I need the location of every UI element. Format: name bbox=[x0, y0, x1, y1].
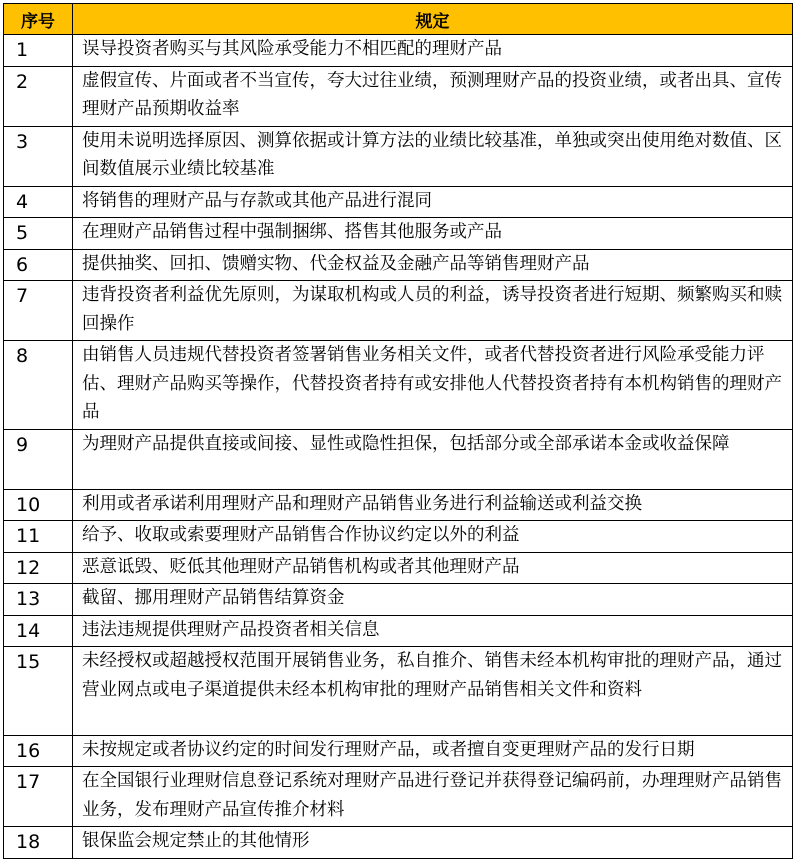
row-text: 利用或者承诺利用理财产品和理财产品销售业务进行利益输送或利益交换 bbox=[73, 489, 793, 521]
row-index: 10 bbox=[4, 489, 73, 521]
table-row bbox=[4, 249, 793, 281]
row-text: 银保监会规定禁止的其他情形 bbox=[73, 827, 793, 859]
header-index: 序号 bbox=[4, 4, 73, 35]
row-index: 3 bbox=[4, 126, 73, 186]
row-text: 由销售人员违规代替投资者签署销售业务相关文件，或者代替投资者进行风险承受能力评估、理财产品购买等操作，代替投资者持有或安排他人代替投资者持有本机构销售的理财产品 bbox=[73, 341, 793, 430]
row-index: 5 bbox=[4, 218, 73, 250]
table-row bbox=[4, 186, 793, 218]
header-rule: 规定 bbox=[73, 4, 793, 35]
row-text: 未经授权或超越授权范围开展销售业务，私自推介、销售未经本机构审批的理财产品，通过营业网点或电子渠道提供未经本机构审批的理财产品销售相关文件和资料 bbox=[73, 647, 793, 736]
regulations-table bbox=[3, 3, 793, 859]
header-row bbox=[4, 4, 793, 35]
row-text: 违法违规提供理财产品投资者相关信息 bbox=[73, 615, 793, 647]
row-text: 违背投资者利益优先原则，为谋取机构或人员的利益，诱导投资者进行短期、频繁购买和赎回操作 bbox=[73, 281, 793, 341]
row-index: 11 bbox=[4, 521, 73, 553]
row-index: 12 bbox=[4, 552, 73, 584]
row-index: 9 bbox=[4, 429, 73, 489]
table-row bbox=[4, 521, 793, 553]
row-text: 使用未说明选择原因、测算依据或计算方法的业绩比较基准，单独或突出使用绝对数值、区间数值展示业绩比较基准 bbox=[73, 126, 793, 186]
row-text: 提供抽奖、回扣、馈赠实物、代金权益及金融产品等销售理财产品 bbox=[73, 249, 793, 281]
row-index: 16 bbox=[4, 735, 73, 767]
row-text: 截留、挪用理财产品销售结算资金 bbox=[73, 584, 793, 616]
row-index: 1 bbox=[4, 35, 73, 67]
table-row bbox=[4, 126, 793, 186]
table-row bbox=[4, 218, 793, 250]
row-index: 7 bbox=[4, 281, 73, 341]
row-index: 8 bbox=[4, 341, 73, 430]
row-index: 14 bbox=[4, 615, 73, 647]
table-row bbox=[4, 341, 793, 430]
table-row bbox=[4, 281, 793, 341]
row-text: 恶意诋毁、贬低其他理财产品销售机构或者其他理财产品 bbox=[73, 552, 793, 584]
row-text: 误导投资者购买与其风险承受能力不相匹配的理财产品 bbox=[73, 35, 793, 67]
row-text: 虚假宣传、片面或者不当宣传，夸大过往业绩，预测理财产品的投资业绩，或者出具、宣传理财产品预期收益率 bbox=[73, 66, 793, 126]
table-row bbox=[4, 552, 793, 584]
table-row bbox=[4, 429, 793, 489]
row-index: 4 bbox=[4, 186, 73, 218]
table-row bbox=[4, 35, 793, 67]
row-text: 为理财产品提供直接或间接、显性或隐性担保，包括部分或全部承诺本金或收益保障 bbox=[73, 429, 793, 489]
table-row bbox=[4, 489, 793, 521]
row-index: 2 bbox=[4, 66, 73, 126]
table-row bbox=[4, 735, 793, 767]
row-text: 在理财产品销售过程中强制捆绑、搭售其他服务或产品 bbox=[73, 218, 793, 250]
table-row bbox=[4, 584, 793, 616]
table-row bbox=[4, 615, 793, 647]
table-row bbox=[4, 647, 793, 736]
row-text: 未按规定或者协议约定的时间发行理财产品，或者擅自变更理财产品的发行日期 bbox=[73, 735, 793, 767]
row-text: 给予、收取或索要理财产品销售合作协议约定以外的利益 bbox=[73, 521, 793, 553]
row-index: 6 bbox=[4, 249, 73, 281]
table-row bbox=[4, 66, 793, 126]
table-row bbox=[4, 827, 793, 859]
row-index: 18 bbox=[4, 827, 73, 859]
row-text: 在全国银行业理财信息登记系统对理财产品进行登记并获得登记编码前，办理理财产品销售业务，发布理财产品宣传推介材料 bbox=[73, 767, 793, 827]
row-index: 17 bbox=[4, 767, 73, 827]
row-text: 将销售的理财产品与存款或其他产品进行混同 bbox=[73, 186, 793, 218]
table-row bbox=[4, 767, 793, 827]
row-index: 15 bbox=[4, 647, 73, 736]
row-index: 13 bbox=[4, 584, 73, 616]
